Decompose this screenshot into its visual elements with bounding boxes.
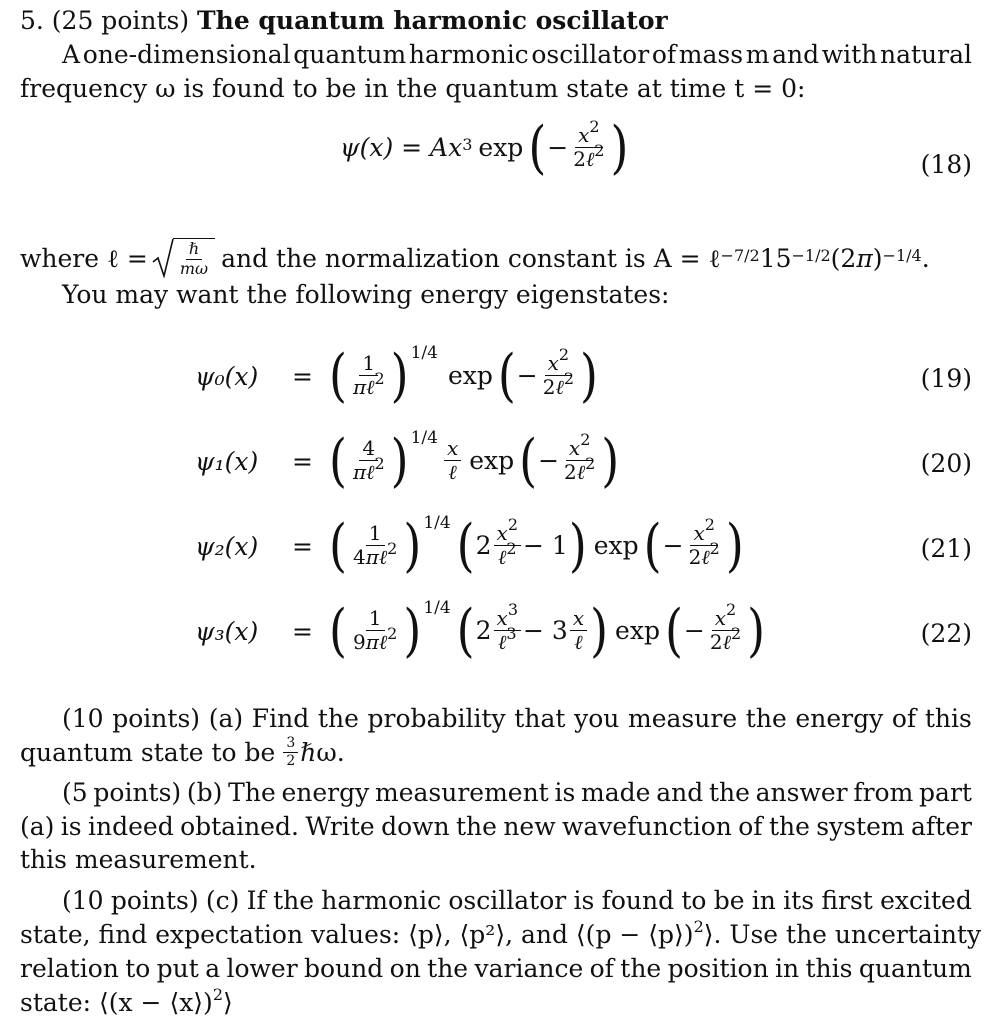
part-c-line-2: state, find expectation values: ⟨p⟩, ⟨p²⟩, and ⟨(p − ⟨p⟩)$^2$⟩. Use the uncertainty: [20, 916, 982, 949]
equation-21: ψ₂(x) = ( $\frac{1}{4\pi\ell^2}$ ) 1/4 ( 2 $\frac{x^2}{\ell^2}$ − 1 ) exp ( − $\frac{x^2}{2\ell^2}$ ): [195, 511, 744, 579]
part-c-line-4: state: ⟨(x − ⟨x⟩)$^2$⟩: [20, 984, 233, 1017]
part-c-line-1: (10 points) (c) If the harmonic oscillator is found to be in its first excited: [62, 886, 972, 915]
part-b-line-3: this measurement.: [20, 845, 257, 874]
part-c-line-2-post: ⟩. Use the uncertainty: [703, 920, 982, 949]
part-a-line-1: (10 points) (a) Find the probability that you measure the energy of this: [62, 704, 972, 733]
equation-18: ψ(x) = Ax $^3$ exp ( − $\frac{x^2}{2\ell^2}$ ): [340, 113, 629, 181]
eq18-number: (18): [920, 150, 972, 179]
part-a-line-2: quantum state to be $\frac{3}{2}$ ℏω.: [20, 735, 345, 769]
problem-title: The quantum harmonic oscillator: [197, 6, 668, 35]
eq19-number: (19): [920, 364, 972, 393]
equation-20: ψ₁(x) = ( $\frac{4}{\pi\ell^2}$ ) 1/4 $\frac{x}{\text{ℓ}}$ exp ( − $\frac{x^2}{2\ell^2}$ ): [195, 426, 620, 494]
where-mid: and the normalization constant is A = ℓ: [221, 243, 721, 273]
part-a-line-2-post: ℏω.: [300, 738, 345, 767]
equation-19: ψ₀(x) = ( $\frac{1}{\pi\ell^2}$ ) 1/4 exp ( − $\frac{x^2}{2\ell^2}$ ): [195, 341, 598, 409]
part-b-line-2: (a) is indeed obtained. Write down the new wavefunction of the system after: [20, 812, 972, 841]
want-text: You may want the following energy eigenstates:: [62, 280, 670, 309]
psi0-lhs: ψ₀(x): [195, 362, 259, 391]
eq18-lhs: ψ(x) = Ax: [340, 132, 463, 162]
intro-line-2: frequency ω is found to be in the quantum state at time t = 0:: [20, 74, 806, 103]
intro-line-1: A one-dimensional quantum harmonic oscillator of mass m and with natural: [62, 40, 972, 69]
where-text: where ℓ =: [20, 243, 148, 273]
problem-heading: [20, 4, 972, 37]
psi1-lhs: ψ₁(x): [195, 447, 259, 476]
part-a-line-2-pre: quantum state to be: [20, 738, 276, 767]
part-c-line-4-pre: state: ⟨(x − ⟨x⟩): [20, 988, 213, 1017]
problem-number: 5. (25 points): [20, 6, 190, 35]
where-line: where ℓ = $\frac{\text{ℏ}}{m\omega}$ and the normalization constant is A = ℓ $^{-7/2}$ 15 $^{-1/2}$ (2 π ) $^{-1/4}$ .: [20, 239, 930, 279]
sqrt-hbar-mw: $\frac{\text{ℏ}}{m\omega}$: [152, 238, 215, 278]
eq21-number: (21): [920, 534, 972, 563]
psi3-lhs: ψ₃(x): [195, 617, 259, 646]
eq20-number: (20): [920, 449, 972, 478]
part-b-line-1: (5 points) (b) The energy measurement is made and the answer from part: [62, 778, 972, 807]
part-c-line-3: relation to put a lower bound on the variance of the position in this quantum: [20, 954, 972, 983]
equation-22: ψ₃(x) = ( $\frac{1}{9\pi\ell^2}$ ) 1/4 ( 2 $\frac{x^3}{\ell^3}$ − 3 $\frac{x}{\text{ℓ}}$ ) exp ( − $\frac{x^2}{2\ell^2}$ ): [195, 596, 766, 664]
eq22-number: (22): [920, 619, 972, 648]
psi2-lhs: ψ₂(x): [195, 532, 259, 561]
part-c-line-4-post: ⟩: [223, 988, 233, 1017]
part-c-line-2-pre: state, find expectation values: ⟨p⟩, ⟨p²⟩, and ⟨(p − ⟨p⟩): [20, 920, 694, 949]
